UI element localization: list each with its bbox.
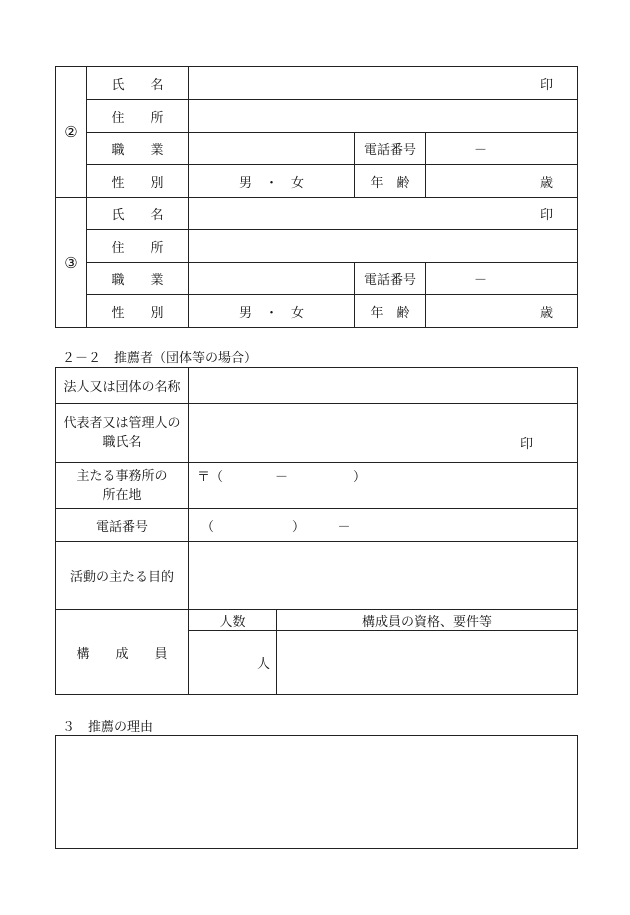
age-field[interactable]: 歳 <box>426 165 578 198</box>
address-label: 住 所 <box>87 100 189 133</box>
address-label: 住 所 <box>87 230 189 263</box>
purpose-field[interactable] <box>189 542 578 610</box>
section-2-2-heading: ２－２ 推薦者（団体等の場合） <box>62 351 258 366</box>
phone-field[interactable]: － <box>426 133 578 165</box>
purpose-label: 活動の主たる目的 <box>56 542 189 610</box>
qualification-header: 構成員の資格、要件等 <box>277 610 578 631</box>
name-label: 氏 名 <box>87 67 189 100</box>
section-3-heading: ３ 推薦の理由 <box>62 720 154 735</box>
postal-code: 〒（ － ） <box>197 470 367 485</box>
person-marker: ② <box>56 67 87 198</box>
address-field[interactable] <box>189 100 578 133</box>
gender-label: 性 別 <box>87 295 189 328</box>
gender-label: 性 別 <box>87 165 189 198</box>
occupation-field[interactable] <box>189 263 355 295</box>
rep-field[interactable] <box>189 404 578 463</box>
occupation-field[interactable] <box>189 133 355 165</box>
rep-label: 代表者又は管理人の 職氏名 <box>56 404 189 463</box>
name-field[interactable] <box>189 198 578 230</box>
age-label: 年 齢 <box>355 295 426 328</box>
phone-label: 電話番号 <box>355 263 426 295</box>
organization-table <box>55 367 578 695</box>
gender-options[interactable]: 男 ・ 女 <box>189 295 355 328</box>
qualification-field[interactable] <box>277 631 578 695</box>
count-header: 人数 <box>189 610 277 631</box>
org-name-field[interactable] <box>189 368 578 404</box>
org-name-label: 法人又は団体の名称 <box>56 368 189 404</box>
person-marker: ③ <box>56 198 87 328</box>
seal-mark: 印 <box>519 437 533 452</box>
reason-box[interactable] <box>55 735 578 849</box>
seal-mark: 印 <box>539 77 553 93</box>
count-field[interactable]: 人 <box>189 631 277 695</box>
name-field[interactable] <box>189 67 578 100</box>
org-phone-label: 電話番号 <box>56 509 189 542</box>
org-phone-field[interactable]: （ ） － <box>189 509 578 542</box>
name-label: 氏 名 <box>87 198 189 230</box>
persons-table <box>55 66 578 328</box>
address-field[interactable] <box>189 230 578 263</box>
occupation-label: 職 業 <box>87 133 189 165</box>
seal-mark: 印 <box>539 208 553 223</box>
members-label: 構 成 員 <box>56 610 189 695</box>
occupation-label: 職 業 <box>87 263 189 295</box>
phone-field[interactable]: － <box>426 263 578 295</box>
phone-label: 電話番号 <box>355 133 426 165</box>
office-label: 主たる事務所の 所在地 <box>56 463 189 509</box>
office-field[interactable] <box>189 463 578 509</box>
age-label: 年 齢 <box>355 165 426 198</box>
gender-options[interactable]: 男 ・ 女 <box>189 165 355 198</box>
age-field[interactable]: 歳 <box>426 295 578 328</box>
